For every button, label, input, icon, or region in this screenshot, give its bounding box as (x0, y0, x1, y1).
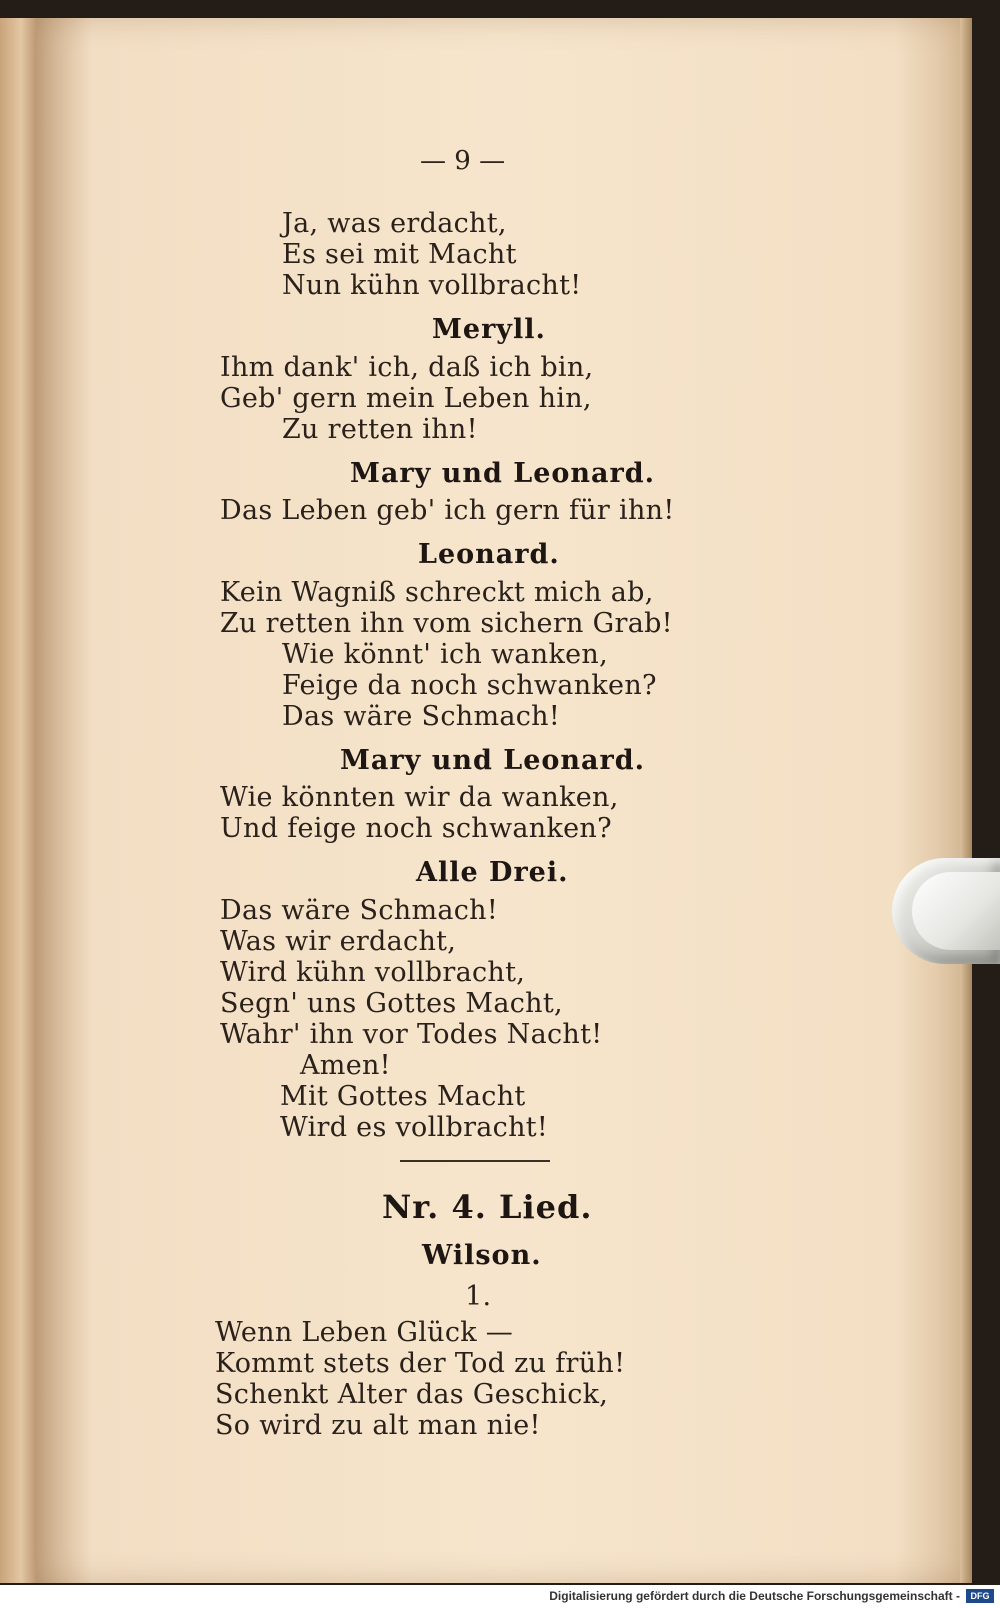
verse-line: Kommt stets der Tod zu früh! (215, 1348, 626, 1379)
verse-line: Wird es vollbracht! (280, 1112, 549, 1143)
verse-line: Das wäre Schmach! (220, 895, 499, 926)
verse-line: Wenn Leben Glück — (215, 1317, 514, 1348)
verse-line: Nun kühn vollbracht! (282, 270, 582, 301)
page-clip-highlight (912, 872, 1000, 950)
verse-line: Feige da noch schwanken? (282, 670, 657, 701)
page-number: — 9 — (420, 146, 506, 176)
speaker-heading: Wilson. (422, 1240, 542, 1271)
verse-line: Und feige noch schwanken? (220, 813, 612, 844)
page-fore-edge (960, 18, 972, 1583)
verse-number: 1. (465, 1281, 492, 1312)
verse-line: Ihm dank' ich, daß ich bin, (220, 352, 594, 383)
footer-bar (0, 1585, 1000, 1608)
verse-line: Wahr' ihn vor Todes Nacht! (220, 1019, 603, 1050)
verse-line: Wie könnten wir da wanken, (220, 782, 619, 813)
speaker-heading: Mary und Leonard. (340, 745, 646, 776)
footer-credit: Digitalisierung gefördert durch die Deutsche Forschungsgemeinschaft - (549, 1589, 960, 1603)
verse-line: Ja, was erdacht, (282, 208, 507, 239)
song-title: Nr. 4. Lied. (382, 1188, 593, 1226)
verse-line: Zu retten ihn! (282, 414, 478, 445)
verse-line: Amen! (300, 1050, 391, 1081)
dfg-logo: DFG (966, 1589, 994, 1603)
speaker-heading: Alle Drei. (416, 857, 569, 888)
verse-line: Geb' gern mein Leben hin, (220, 383, 592, 414)
verse-line: Wird kühn vollbracht, (220, 957, 526, 988)
verse-line: Segn' uns Gottes Macht, (220, 988, 563, 1019)
verse-line: Das Leben geb' ich gern für ihn! (220, 495, 675, 526)
verse-line: Schenkt Alter das Geschick, (215, 1379, 609, 1410)
verse-line: Mit Gottes Macht (280, 1081, 526, 1112)
verse-line: Zu retten ihn vom sichern Grab! (220, 608, 673, 639)
verse-line: So wird zu alt man nie! (215, 1410, 541, 1441)
speaker-heading: Meryll. (432, 314, 546, 345)
section-divider (400, 1160, 550, 1162)
speaker-heading: Mary und Leonard. (350, 458, 656, 489)
verse-line: Was wir erdacht, (220, 926, 457, 957)
speaker-heading: Leonard. (418, 539, 560, 570)
verse-line: Wie könnt' ich wanken, (282, 639, 608, 670)
verse-line: Das wäre Schmach! (282, 701, 561, 732)
verse-line: Es sei mit Macht (282, 239, 517, 270)
verse-line: Kein Wagniß schreckt mich ab, (220, 577, 654, 608)
facing-page-edge (0, 18, 38, 1583)
